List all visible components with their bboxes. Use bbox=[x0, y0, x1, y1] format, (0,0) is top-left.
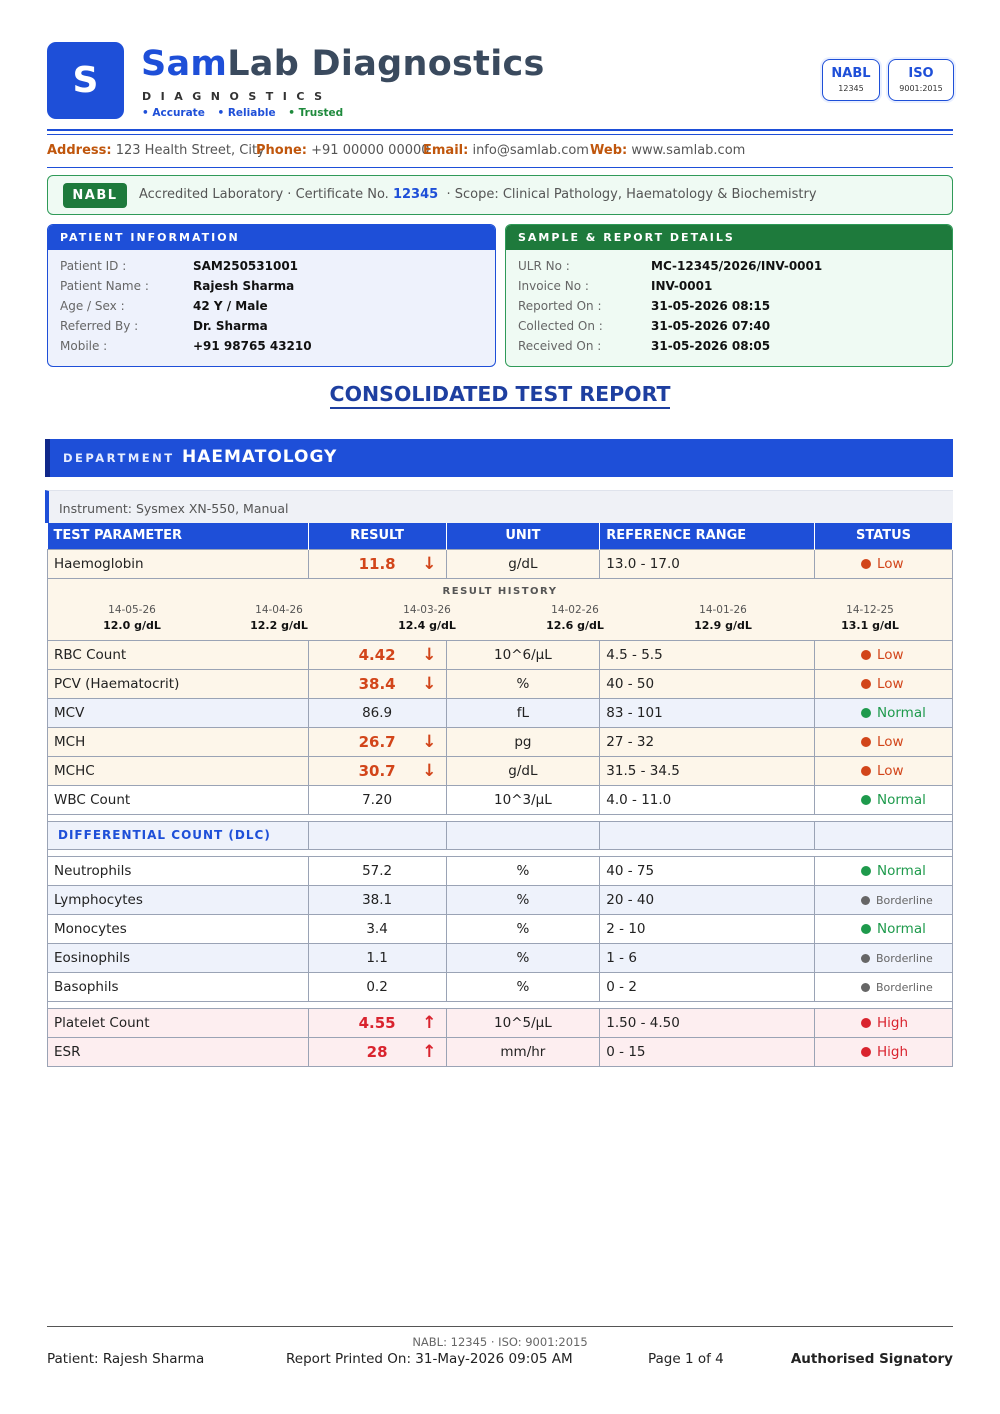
header-divider bbox=[47, 129, 953, 131]
status-badge: High bbox=[861, 1044, 908, 1060]
history-item: 14-02-26 12.6 g/dL bbox=[546, 604, 604, 632]
arrow-down-icon: ↓ bbox=[422, 673, 437, 694]
status-badge: Normal bbox=[861, 863, 926, 879]
arrow-up-icon: ↑ bbox=[422, 1012, 437, 1033]
status-badge: High bbox=[861, 1015, 908, 1031]
status-dot-icon bbox=[861, 1047, 871, 1057]
col-test-parameter: TEST PARAMETER bbox=[48, 523, 309, 549]
department-name: HAEMATOLOGY bbox=[182, 447, 338, 467]
status-dot-icon bbox=[861, 650, 871, 660]
arrow-down-icon: ↓ bbox=[422, 760, 437, 781]
lab-name: SamLab Diagnostics bbox=[141, 44, 545, 84]
contact-divider bbox=[47, 167, 953, 168]
footer-signatory: Authorised Signatory bbox=[790, 1351, 953, 1367]
iso-badge: ISO 9001:2015 bbox=[888, 59, 954, 101]
status-dot-icon bbox=[861, 1018, 871, 1028]
arrow-down-icon: ↓ bbox=[422, 644, 437, 665]
status-badge: Normal bbox=[861, 921, 926, 937]
status-badge: Low bbox=[861, 556, 904, 572]
table-row: MCH 26.7 ↓ pg 27 - 32 Low bbox=[48, 727, 953, 756]
contact-phone: Phone: +91 00000 00000 bbox=[256, 143, 430, 158]
status-dot-icon bbox=[861, 679, 871, 689]
status-badge: Borderline bbox=[861, 952, 933, 965]
table-row: Lymphocytes 38.1 % 20 - 40 Borderline bbox=[48, 885, 953, 914]
tagline bbox=[142, 107, 352, 119]
results-table bbox=[47, 523, 953, 1067]
footer-accreditation: NABL: 12345 · ISO: 9001:2015 bbox=[412, 1335, 588, 1349]
status-dot-icon bbox=[861, 708, 871, 718]
history-item: 14-03-26 12.4 g/dL bbox=[398, 604, 456, 632]
table-row: Neutrophils 57.2 % 40 - 75 Normal bbox=[48, 856, 953, 885]
result-history-title: RESULT HISTORY bbox=[442, 586, 558, 597]
status-badge: Low bbox=[861, 647, 904, 663]
tag-accurate: • Accurate bbox=[142, 107, 205, 119]
table-row: MCHC 30.7 ↓ g/dL 31.5 - 34.5 Low bbox=[48, 756, 953, 785]
contact-email[interactable]: Email: info@samlab.com bbox=[423, 143, 589, 158]
table-row: Platelet Count 4.55 ↑ 10^5/µL 1.50 - 4.50 High bbox=[48, 1008, 953, 1037]
status-dot-icon bbox=[861, 896, 870, 905]
accreditation-text: Accredited Laboratory · Certificate No. 12345 · Scope: Clinical Pathology, Haematology & Biochemistry bbox=[139, 187, 817, 202]
patient-info-heading: PATIENT INFORMATION bbox=[48, 225, 495, 250]
history-item: 14-12-25 13.1 g/dL bbox=[841, 604, 899, 632]
col-result: RESULT bbox=[308, 523, 446, 549]
arrow-up-icon: ↑ bbox=[422, 1041, 437, 1062]
status-dot-icon bbox=[861, 983, 870, 992]
department-banner bbox=[45, 439, 953, 477]
history-item: 14-05-26 12.0 g/dL bbox=[103, 604, 161, 632]
status-badge: Normal bbox=[861, 792, 926, 808]
status-dot-icon bbox=[861, 866, 871, 876]
footer-page-number: Page 1 of 4 bbox=[648, 1351, 724, 1367]
arrow-down-icon: ↓ bbox=[422, 553, 437, 574]
tag-trusted: • Trusted bbox=[288, 107, 344, 119]
report-header bbox=[47, 42, 953, 132]
table-header-row bbox=[48, 523, 953, 549]
result-history-row bbox=[48, 578, 953, 640]
lab-subtitle: DIAGNOSTICS bbox=[142, 90, 332, 103]
nabl-badge: NABL 12345 bbox=[822, 59, 880, 101]
table-row: Eosinophils 1.1 % 1 - 6 Borderline bbox=[48, 943, 953, 972]
accreditation-strip bbox=[47, 175, 953, 215]
footer-patient: Patient: Rajesh Sharma bbox=[47, 1351, 205, 1367]
history-item: 14-01-26 12.9 g/dL bbox=[694, 604, 752, 632]
table-row: WBC Count 7.20 10^3/µL 4.0 - 11.0 Normal bbox=[48, 785, 953, 814]
sample-details-heading: SAMPLE & REPORT DETAILS bbox=[506, 225, 952, 250]
table-row: Basophils 0.2 % 0 - 2 Borderline bbox=[48, 972, 953, 1001]
section-label-dlc: DIFFERENTIAL COUNT (DLC) bbox=[48, 821, 309, 849]
section-header-row bbox=[48, 821, 953, 849]
department-label: DEPARTMENT bbox=[63, 451, 175, 465]
status-badge: Normal bbox=[861, 705, 926, 721]
contact-address: Address: 123 Health Street, City bbox=[47, 143, 265, 158]
nabl-pill: NABL bbox=[63, 183, 127, 208]
status-badge: Borderline bbox=[861, 981, 933, 994]
status-dot-icon bbox=[861, 766, 871, 776]
footer-printed-on: Report Printed On: 31-May-2026 09:05 AM bbox=[286, 1351, 573, 1367]
status-dot-icon bbox=[861, 954, 870, 963]
col-unit: UNIT bbox=[446, 523, 600, 549]
footer-divider bbox=[47, 1326, 953, 1327]
header-divider-thin bbox=[47, 134, 953, 135]
tag-reliable: • Reliable bbox=[217, 107, 276, 119]
lab-logo: S bbox=[47, 42, 124, 119]
status-dot-icon bbox=[861, 924, 871, 934]
history-item: 14-04-26 12.2 g/dL bbox=[250, 604, 308, 632]
status-dot-icon bbox=[861, 559, 871, 569]
table-row: Monocytes 3.4 % 2 - 10 Normal bbox=[48, 914, 953, 943]
status-badge: Low bbox=[861, 763, 904, 779]
status-dot-icon bbox=[861, 737, 871, 747]
status-dot-icon bbox=[861, 795, 871, 805]
table-row: RBC Count 4.42 ↓ 10^6/µL 4.5 - 5.5 Low bbox=[48, 640, 953, 669]
status-badge: Borderline bbox=[861, 894, 933, 907]
table-row: PCV (Haematocrit) 38.4 ↓ % 40 - 50 Low bbox=[48, 669, 953, 698]
report-title: CONSOLIDATED TEST REPORT bbox=[0, 382, 1000, 406]
table-row: ESR 28 ↑ mm/hr 0 - 15 High bbox=[48, 1037, 953, 1066]
table-row: MCV 86.9 fL 83 - 101 Normal bbox=[48, 698, 953, 727]
contact-web[interactable]: Web: www.samlab.com bbox=[590, 143, 746, 158]
patient-info-panel: PATIENT INFORMATION Patient ID : SAM250531001 Patient Name : Rajesh Sharma Age / Sex : 42 Y / Male Referred By : Dr. Sharma Mobile : +91 98765 43210 bbox=[47, 224, 496, 367]
instrument-note: Instrument: Sysmex XN-550, Manual bbox=[45, 490, 953, 523]
col-status: STATUS bbox=[815, 523, 953, 549]
table-row: Haemoglobin 11.8 ↓ g/dL 13.0 - 17.0 Low bbox=[48, 549, 953, 578]
sample-details-panel: SAMPLE & REPORT DETAILS ULR No : MC-12345/2026/INV-0001 Invoice No : INV-0001 Reported On : 31-05-2026 08:15 Collected On : 31-05-2026 07:40 Received On : 31-05-2026 08:05 bbox=[505, 224, 953, 367]
status-badge: Low bbox=[861, 676, 904, 692]
status-badge: Low bbox=[861, 734, 904, 750]
col-reference-range: REFERENCE RANGE bbox=[600, 523, 815, 549]
arrow-down-icon: ↓ bbox=[422, 731, 437, 752]
